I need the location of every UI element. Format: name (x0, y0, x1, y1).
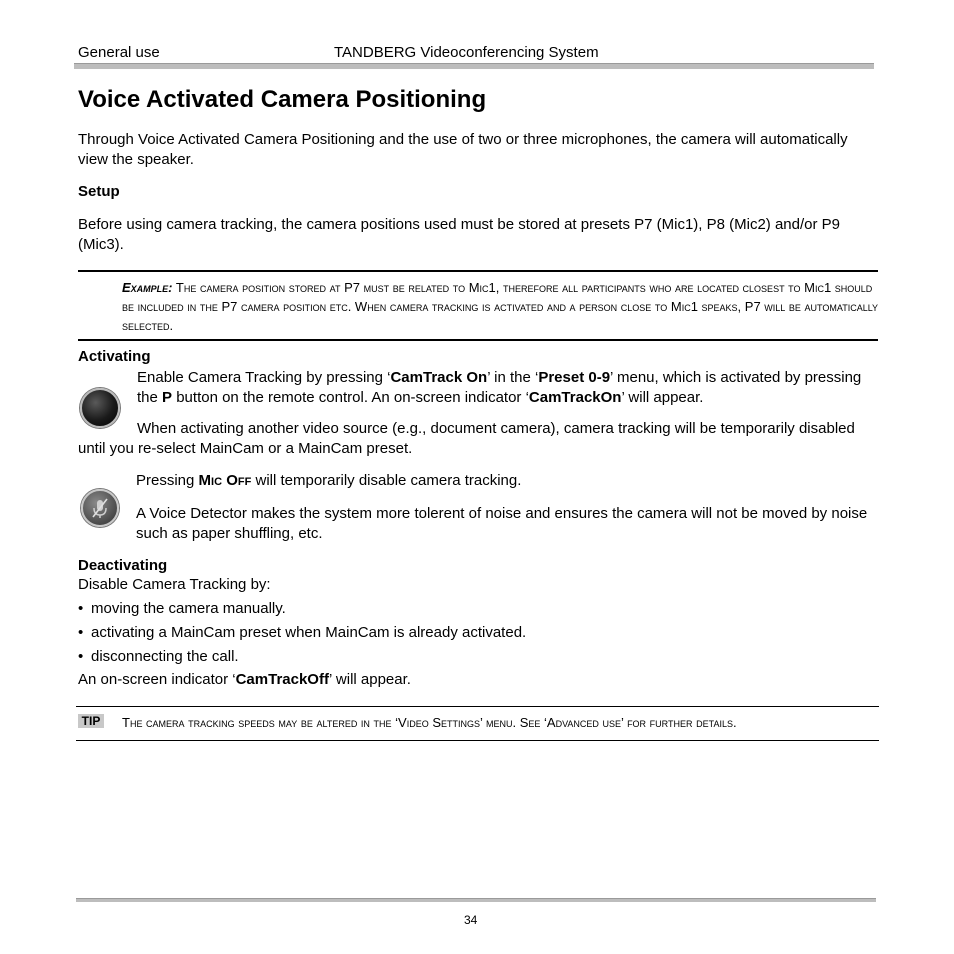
activating-paragraph-4: A Voice Detector makes the system more tolerent of noise and ensures the camera will not be moved by noise such as paper shuffling, etc. (136, 505, 868, 542)
text: Enable Camera Tracking by pressing ‘ (137, 369, 391, 386)
example-text: The camera position stored at P7 must be related to Mic1, therefore all participants who are located closest to Mic1 should be included in the P7 camera position etc. When camera tracking is activated and a person close to Mic1 speaks, P7 will be automatically selected. (122, 280, 879, 333)
deactivating-heading: Deactivating (78, 557, 168, 574)
example-top-rule (78, 270, 878, 272)
example-label: Example: (122, 280, 173, 295)
text: Pressing (136, 472, 199, 489)
text: An on-screen indicator ‘ (78, 671, 236, 688)
tip-badge: TIP (78, 714, 104, 728)
footer-divider (76, 898, 876, 902)
tip-bottom-rule (76, 740, 879, 741)
text: will temporarily disable camera tracking. (251, 472, 522, 489)
camtrackon-indicator: CamTrackOn (528, 389, 622, 406)
list-item: • disconnecting the call. (78, 647, 526, 671)
tip-text: The camera tracking speeds may be altered in the ‘Video Settings’ menu. See ‘Advanced use’ for further details. (122, 715, 737, 730)
preset-menu-label: Preset 0-9 (538, 369, 611, 386)
text: ’ will appear. (328, 671, 411, 688)
tip-top-rule (76, 706, 879, 707)
page-title: Voice Activated Camera Positioning (78, 86, 487, 113)
deactivating-outro (78, 670, 878, 690)
text: ’ menu, which is activated by pressing the (137, 369, 862, 406)
header-divider (74, 63, 874, 69)
activating-paragraph-3 (136, 471, 876, 491)
header-section: General use (78, 44, 160, 61)
activating-paragraph-1 (137, 368, 877, 408)
activating-paragraph-2: When activating another video source (e.g., document camera), camera tracking will be temporarily disabled until you re-select MainCam or a MainCam preset. (78, 420, 855, 457)
text: ’ in the ‘ (487, 369, 539, 386)
camtrackoff-indicator: CamTrackOff (235, 671, 329, 688)
text: button on the remote control. An on-screen indicator ‘ (172, 389, 529, 406)
list-item: • activating a MainCam preset when MainCam is already activated. (78, 623, 526, 647)
list-item: • moving the camera manually. (78, 599, 526, 623)
text: ’ will appear. (621, 389, 704, 406)
example-note (122, 278, 882, 335)
deactivating-list (78, 599, 526, 671)
mic-off-icon (81, 489, 119, 527)
setup-heading: Setup (78, 183, 120, 200)
setup-paragraph: Before using camera tracking, the camera positions used must be stored at presets P7 (Mic1), P8 (Mic2) and/or P9 (Mic3). (78, 216, 841, 253)
intro-paragraph: Through Voice Activated Camera Positioning and the use of two or three microphones, the camera will automatically view the speaker. (78, 131, 848, 168)
header-document-title: TANDBERG Videoconferencing System (334, 44, 599, 61)
example-bottom-rule (78, 339, 878, 341)
mic-off-label: Mic Off (198, 472, 252, 489)
activating-heading: Activating (78, 348, 151, 365)
page-number: 34 (464, 913, 478, 927)
camtrack-on-label: CamTrack On (390, 369, 488, 386)
deactivating-intro: Disable Camera Tracking by: (78, 576, 271, 593)
p-button-label: P (162, 389, 173, 406)
